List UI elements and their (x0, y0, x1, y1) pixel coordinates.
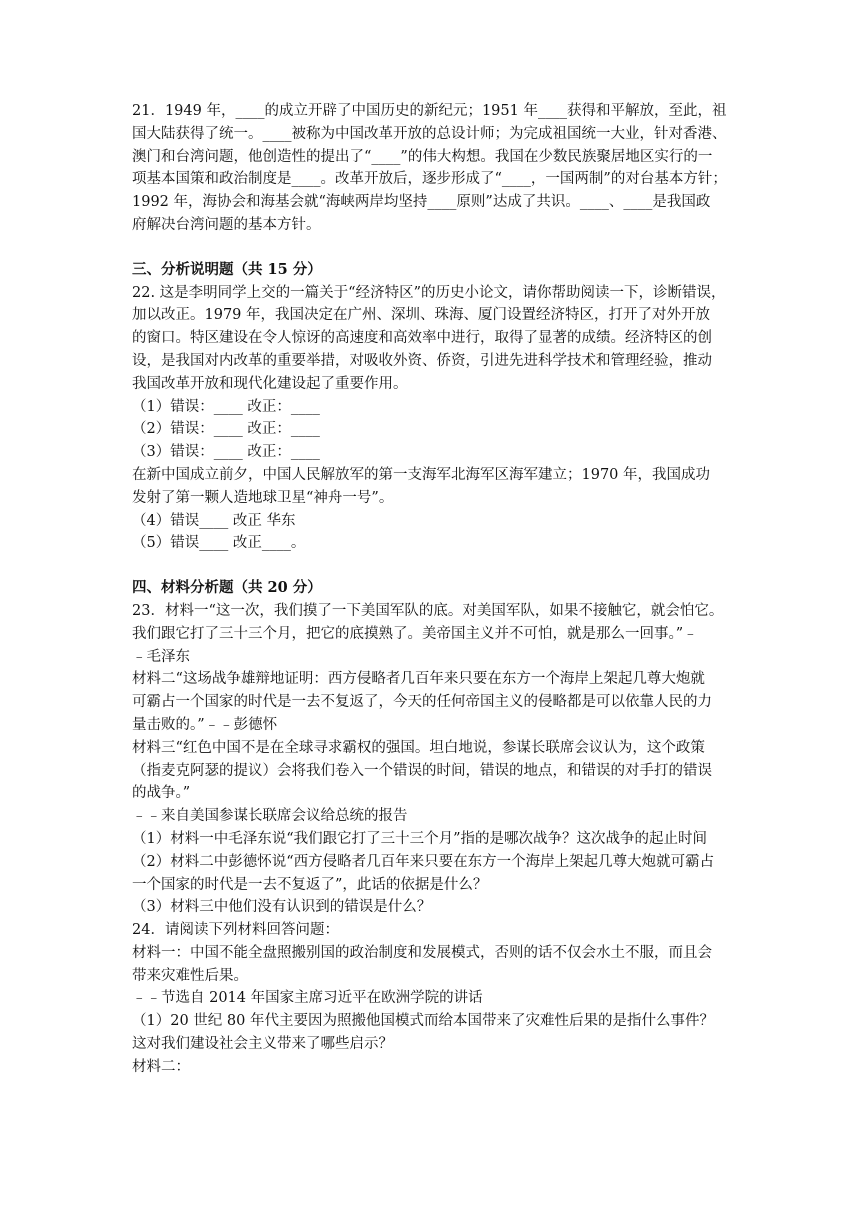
text-line: 材料二： (132, 1058, 190, 1075)
text-line: （指麦克阿瑟的提议）会将我们卷入一个错误的时间，错误的地点，和错误的对手打的错误 (132, 762, 712, 779)
question-21 (132, 100, 744, 237)
text-line: 1992 年，海协会和海基会就“海峡两岸均坚持____原则”达成了共识。____、____是我国政 (132, 194, 711, 211)
text-line: 材料三“红色中国不是在全球寻求霸权的强国。坦白地说，参谋长联席会议认为，这个政策 (132, 739, 705, 756)
question-line: （2）材料二中彭德怀说“西方侵略者几百年来只要在东方一个海岸上架起几尊大炮就可霸占 (132, 853, 715, 870)
section-heading: 三、分析说明题（共 15 分） (132, 260, 322, 278)
question-line: （1）材料一中毛泽东说“我们跟它打了三十三个月”指的是哪次战争？这次战争的起止时间 (132, 830, 708, 847)
text-line: 的战争。” (132, 785, 191, 802)
text-line: 在新中国成立前夕，中国人民解放军的第一支海军北海军区海军建立；1970 年，我国成功 (132, 466, 711, 483)
question-line: 一个国家的时代是一去不复返了”，此话的依据是什么？ (132, 876, 488, 893)
answer-line: （1）错误：____ 改正：____ (132, 398, 320, 415)
section-material (132, 577, 744, 1079)
text-line: 23．材料一“这一次，我们摸了一下美国军队的底。对美国军队，如果不接触它，就会怕它。 (132, 602, 724, 619)
text-line: 的窗口。特区建设在令人惊讶的高速度和高效率中进行，取得了显著的成绩。经济特区的创 (132, 330, 712, 347)
text-line: 量击败的。”﹣﹣彭德怀 (132, 716, 278, 733)
text-line: 国大陆获得了统一。____被称为中国改革开放的总设计师；为完成祖国统一大业，针对香港、 (132, 125, 727, 142)
text-line: 项基本国策和政治制度是____。改革开放后，逐步形成了“____，一国两制”的对台基本方针； (132, 171, 727, 188)
text-line: 澳门和台湾问题，他创造性的提出了“____”的伟大构想。我国在少数民族聚居地区实行的一 (132, 148, 713, 165)
text-line: 21．1949 年，____的成立开辟了中国历史的新纪元；1951 年____获得和平解放，至此，祖 (132, 103, 727, 119)
text-line: 我国改革开放和现代化建设起了重要作用。 (132, 375, 408, 392)
text-line: 设，是我国对内改革的重要举措，对吸收外资、侨资，引进先进科学技术和管理经验，推动 (132, 352, 712, 369)
text-line: ﹣﹣节选自 2014 年国家主席习近平在欧洲学院的讲话 (132, 990, 483, 1007)
spacer (132, 555, 744, 577)
answer-line: （3）错误：____ 改正：____ (132, 444, 320, 461)
answer-line: （2）错误：____ 改正：____ (132, 421, 320, 438)
text-line: 24．请阅读下列材料回答问题： (132, 922, 339, 939)
answer-line: （5）错误____ 改正____。 (132, 535, 306, 552)
text-line: 发射了第一颗人造地球卫星“神舟一号”。 (132, 489, 394, 506)
answer-line: （4）错误____ 改正 华东 (132, 512, 296, 529)
section-heading: 四、材料分析题（共 20 分） (132, 579, 322, 597)
question-line: （3）材料三中他们没有认识到的错误是什么？ (132, 899, 432, 916)
section-analysis (132, 259, 744, 555)
text-line: ﹣毛泽东 (132, 648, 190, 665)
text-line: 带来灾难性后果。 (132, 967, 248, 984)
question-line: （1）20 世纪 80 年代主要因为照搬他国模式而给本国带来了灾难性后果的是指什么事件？ (132, 1013, 714, 1030)
text-line: 可霸占一个国家的时代是一去不复返了，今天的任何帝国主义的侵略都是可以依靠人民的力 (132, 694, 712, 711)
question-line: 这对我们建设社会主义带来了哪些启示？ (132, 1036, 393, 1053)
text-line: 府解决台湾问题的基本方针。 (132, 216, 321, 233)
text-line: 22. 这是李明同学上交的一篇关于“经济特区”的历史小论文，请你帮助阅读一下，诊断错误， (132, 284, 726, 301)
text-line: 加以改正。1979 年，我国决定在广州、深圳、珠海、厦门设置经济特区，打开了对外开放 (132, 307, 711, 324)
text-line: 材料一：中国不能全盘照搬别国的政治制度和发展模式，否则的话不仅会水土不服，而且会 (132, 944, 712, 961)
spacer (132, 237, 744, 259)
text-line: 我们跟它打了三十三个月，把它的底摸熟了。美帝国主义并不可怕，就是那么一回事。”﹣ (132, 625, 698, 642)
text-line: ﹣﹣来自美国参谋长联席会议给总统的报告 (132, 808, 408, 825)
text-line: 材料二“这场战争雄辩地证明：西方侵略者几百年来只要在东方一个海岸上架起几尊大炮就 (132, 671, 705, 688)
